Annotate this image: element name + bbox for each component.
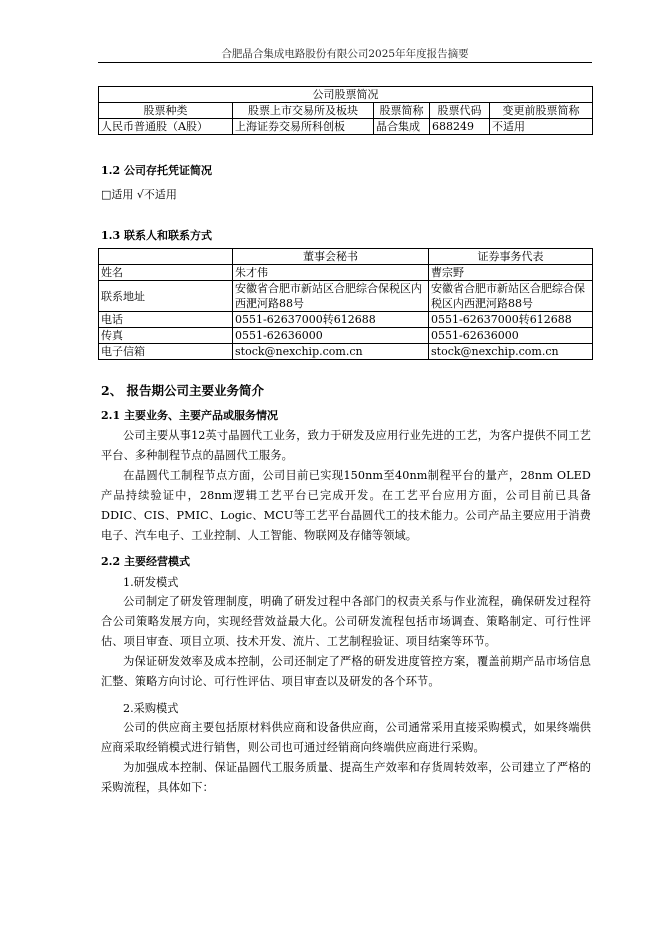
rd-mode-paragraph-1: 公司制定了研发管理制度，明确了研发过程中各部门的权责关系与作业流程，确保研发过程符合公司策略发展方向，实现经营效益最大化。公司研发流程包括市场调查、策略制定、可行性评估、项目审查、项目立项、技术开发、流片、工艺制程验证、项目结案等环节。 bbox=[101, 595, 591, 648]
section-2-2-heading: 2.2 主要经营模式 bbox=[101, 555, 190, 568]
table-row bbox=[99, 328, 593, 344]
contact-label: 姓名 bbox=[99, 265, 233, 281]
section-2-1-paragraph-2: 在晶圆代工制程节点方面，公司目前已实现150nm至40nm制程平台的量产，28nm OLED产品持续验证中，28nm逻辑工艺平台已完成开发。在工艺平台应用方面，公司目前已具备DDIC、CIS、PMIC、Logic、MCU等工艺平台晶圆代工的技术能力。公司产品主要应用于消费电子、汽车电子、工业控制、人工智能、物联网及存储等领域。 bbox=[101, 469, 591, 542]
stock-header-exchange: 股票上市交易所及板块 bbox=[233, 103, 374, 119]
contact-secretary-value: 0551-62636000 bbox=[233, 328, 429, 344]
contact-rep-value: 安徽省合肥市新站区合肥综合保税区内西淝河路88号 bbox=[429, 281, 593, 312]
section-2-1-paragraph-1: 公司主要从事12英寸晶圆代工业务，致力于研发及应用行业先进的工艺，为客户提供不同工艺平台、多种制程节点的晶圆代工服务。 bbox=[101, 429, 591, 462]
table-row bbox=[99, 312, 593, 328]
stock-cell-short: 晶合集成 bbox=[374, 119, 430, 135]
stock-header-short: 股票简称 bbox=[374, 103, 430, 119]
procurement-paragraph-1: 公司的供应商主要包括原材料供应商和设备供应商，公司通常采用直接采购模式，如果终端供应商采取经销模式进行销售，则公司也可通过经销商向终端供应商进行采购。 bbox=[101, 721, 591, 754]
stock-table-caption: 公司股票简况 bbox=[99, 87, 593, 103]
stock-header-former: 变更前股票简称 bbox=[490, 103, 593, 119]
section-1-2-heading: 1.2 公司存托凭证简况 bbox=[101, 164, 212, 177]
stock-cell-type: 人民币普通股（A股） bbox=[99, 119, 233, 135]
contact-secretary-value: 安徽省合肥市新站区合肥综合保税区内西淝河路88号 bbox=[233, 281, 429, 312]
contact-rep-value: 0551-62636000 bbox=[429, 328, 593, 344]
stock-header-type: 股票种类 bbox=[99, 103, 233, 119]
contact-secretary-value: 朱才伟 bbox=[233, 265, 429, 281]
section-2-heading: 2、 报告期公司主要业务简介 bbox=[101, 383, 265, 398]
contact-label: 传真 bbox=[99, 328, 233, 344]
contact-label: 电子信箱 bbox=[99, 344, 233, 360]
table-row bbox=[99, 265, 593, 281]
contact-table bbox=[98, 248, 593, 360]
section-1-3-heading: 1.3 联系人和联系方式 bbox=[101, 229, 212, 242]
procurement-paragraph-2: 为加强成本控制、保证晶圆代工服务质量、提高生产效率和存货周转效率，公司建立了严格的采购流程，具体如下： bbox=[101, 761, 591, 794]
contact-rep-value: stock@nexchip.com.cn bbox=[429, 344, 593, 360]
stock-header-code: 股票代码 bbox=[430, 103, 490, 119]
header-rule bbox=[98, 62, 592, 63]
section-2-1-heading: 2.1 主要业务、主要产品或服务情况 bbox=[101, 409, 278, 422]
contact-label: 联系地址 bbox=[99, 281, 233, 312]
rd-mode-paragraph-2: 为保证研发效率及成本控制，公司还制定了严格的研发进度管控方案，覆盖前期产品市场信息汇整、策略方向讨论、可行性评估、项目审查以及研发的各个环节。 bbox=[101, 655, 591, 688]
contact-rep-value: 0551-62637000转612688 bbox=[429, 312, 593, 328]
table-row bbox=[99, 281, 593, 312]
table-row bbox=[99, 344, 593, 360]
contact-rep-value: 曹宗野 bbox=[429, 265, 593, 281]
page-header: 合肥晶合集成电路股份有限公司2025年年度报告摘要 bbox=[221, 48, 469, 60]
contact-header-rep: 证券事务代表 bbox=[429, 249, 593, 265]
stock-table bbox=[98, 86, 593, 135]
section-1-2-options: □适用 √不适用 bbox=[101, 188, 177, 201]
stock-cell-code: 688249 bbox=[430, 119, 490, 135]
stock-cell-exchange: 上海证券交易所科创板 bbox=[233, 119, 374, 135]
contact-secretary-value: 0551-62637000转612688 bbox=[233, 312, 429, 328]
contact-label: 电话 bbox=[99, 312, 233, 328]
stock-cell-former: 不适用 bbox=[490, 119, 593, 135]
rd-mode-subheading: 1.研发模式 bbox=[123, 576, 179, 589]
procurement-mode-subheading: 2.采购模式 bbox=[123, 702, 179, 715]
contact-header-secretary: 董事会秘书 bbox=[233, 249, 429, 265]
contact-secretary-value: stock@nexchip.com.cn bbox=[233, 344, 429, 360]
